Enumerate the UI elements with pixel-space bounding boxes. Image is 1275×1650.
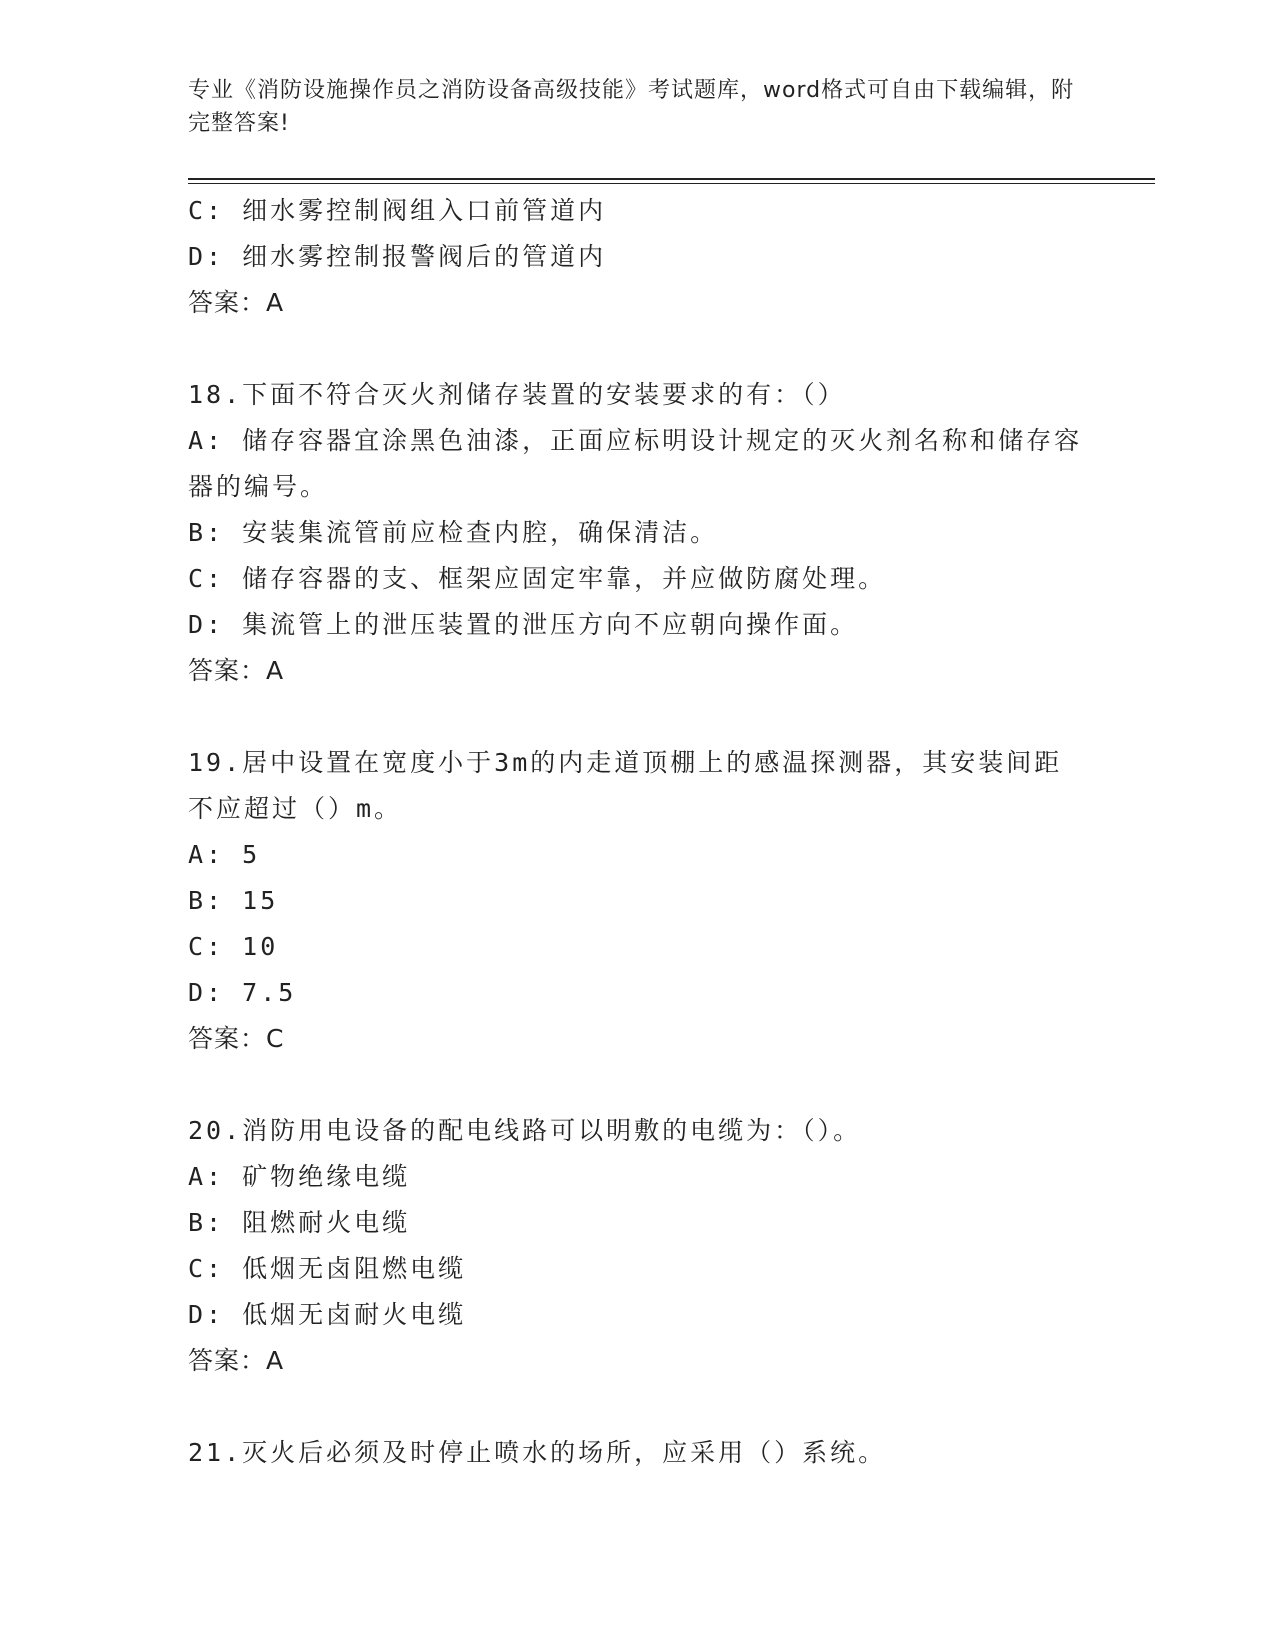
header-divider-thick — [188, 178, 1155, 180]
question-block — [188, 1108, 1088, 1384]
option-d: D: 集流管上的泄压装置的泄压方向不应朝向操作面。 — [188, 610, 859, 639]
question-block — [188, 1430, 1088, 1476]
document-body — [188, 188, 1088, 1476]
page-header: 专业《消防设施操作员之消防设备高级技能》考试题库，word格式可自由下载编辑，附完整答案! — [188, 78, 1075, 136]
option-d: D: 低烟无卤耐火电缆 — [188, 1300, 467, 1329]
block-gap — [188, 1062, 1088, 1108]
option-a: A: 5 — [188, 840, 261, 869]
block-gap — [188, 326, 1088, 372]
question-text: 19.居中设置在宽度小于3m的内走道顶棚上的感温探测器，其安装间距不应超过（）m。 — [188, 748, 1063, 823]
option-c: C: 储存容器的支、框架应固定牢靠，并应做防腐处理。 — [188, 564, 887, 593]
question-block — [188, 372, 1088, 694]
question-text: 21.灭火后必须及时停止喷水的场所，应采用（）系统。 — [188, 1438, 887, 1467]
question-text: 18.下面不符合灭火剂储存装置的安装要求的有：（） — [188, 380, 846, 409]
option-b: B: 阻燃耐火电缆 — [188, 1208, 411, 1237]
answer-line: 答案：A — [188, 1346, 285, 1375]
question-block — [188, 188, 1088, 326]
option-b: B: 15 — [188, 886, 279, 915]
option-d: D: 细水雾控制报警阀后的管道内 — [188, 242, 607, 271]
option-c: C: 低烟无卤阻燃电缆 — [188, 1254, 467, 1283]
option-a: A: 矿物绝缘电缆 — [188, 1162, 411, 1191]
block-gap — [188, 694, 1088, 740]
question-block — [188, 740, 1088, 1062]
block-gap — [188, 1384, 1088, 1430]
option-d: D: 7.5 — [188, 978, 297, 1007]
option-c: C: 细水雾控制阀组入口前管道内 — [188, 196, 607, 225]
answer-line: 答案：C — [188, 1024, 285, 1053]
option-c: C: 10 — [188, 932, 279, 961]
answer-line: 答案：A — [188, 288, 285, 317]
question-text: 20.消防用电设备的配电线路可以明敷的电缆为：（）。 — [188, 1116, 862, 1145]
header-divider-thin — [188, 183, 1155, 184]
answer-line: 答案：A — [188, 656, 285, 685]
option-a: A: 储存容器宜涂黑色油漆，正面应标明设计规定的灭火剂名称和储存容器的编号。 — [188, 426, 1083, 501]
option-b: B: 安装集流管前应检查内腔，确保清洁。 — [188, 518, 719, 547]
